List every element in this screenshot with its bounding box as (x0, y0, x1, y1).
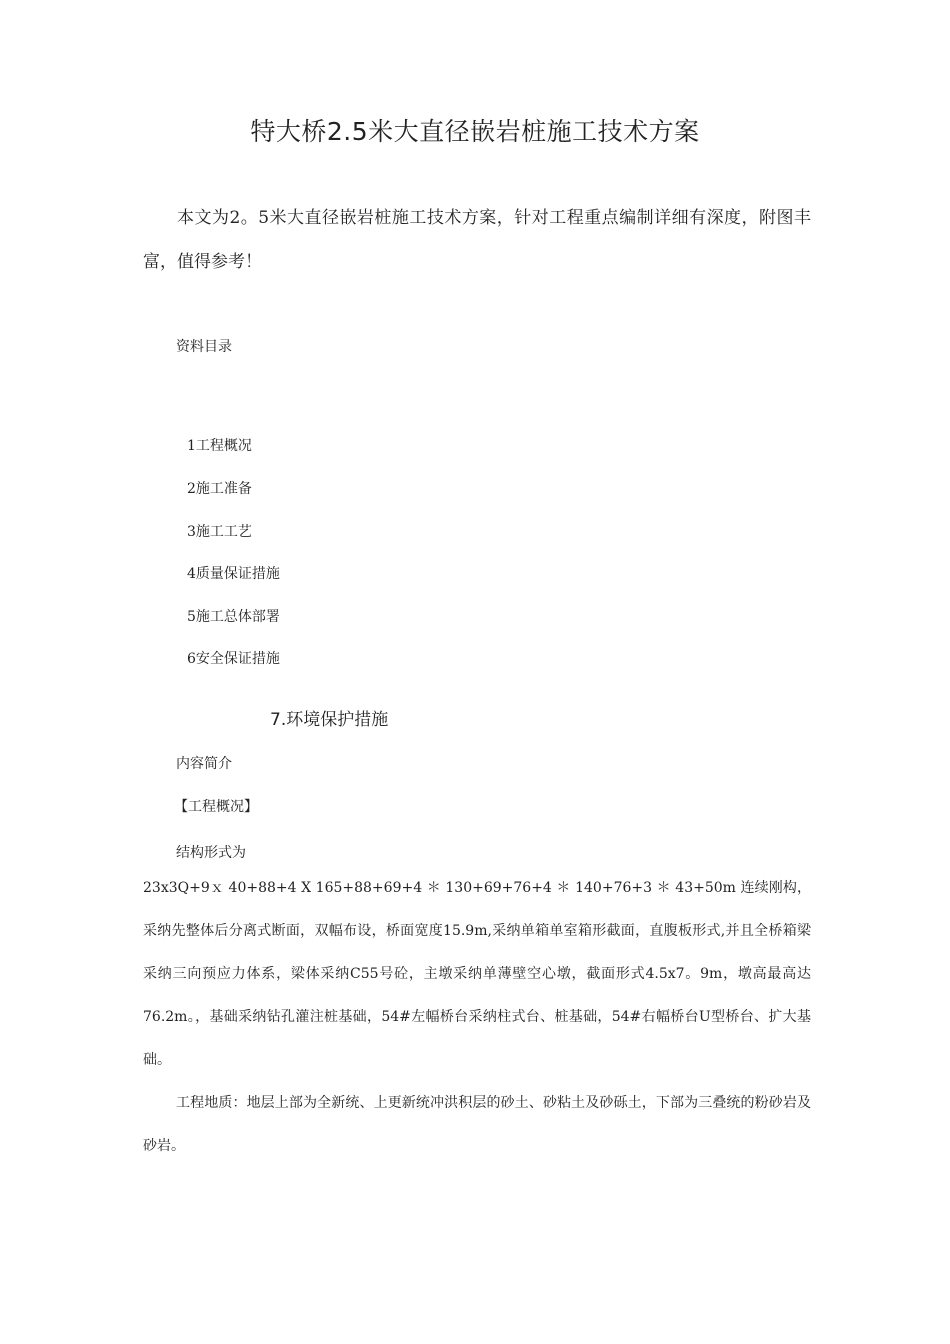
toc-item: 2施工准备 (187, 481, 252, 497)
section-heading: 【工程概况】 (174, 799, 258, 815)
toc-item: 4质量保证措施 (187, 566, 280, 582)
document-title: 特大桥2.5米大直径嵌岩桩施工技术方案 (250, 117, 700, 146)
toc-item: 5施工总体部署 (187, 609, 280, 625)
intro-paragraph: 本文为2。5米大直径嵌岩桩施工技术方案，针对工程重点编制详细有深度，附图丰富，值得参考！ (143, 208, 811, 272)
geology-paragraph: 工程地质：地层上部为全新统、上更新统冲洪积层的砂土、砂粘土及砂砾土，下部为三叠统的粉砂岩及砂岩。 (143, 1095, 811, 1154)
toc-item: 3施工工艺 (187, 524, 252, 540)
structure-label: 结构形式为 (176, 845, 246, 861)
toc-item: 6安全保证措施 (187, 651, 280, 667)
toc-item-7: 7.环境保护措施 (270, 710, 389, 730)
structure-paragraph: 23x3Q+9ｘ 40+88+4 X 165+88+69+4 ＊ 130+69+76+4 ＊ 140+76+3 ＊ 43+50m 连续刚构，采纳先整体后分离式断面，双幅布设，桥面宽度15.9m,采纳单箱单室箱形截面，直腹板形式,并且全桥箱梁采纳三向预应力体系，梁体采纳C55号砼，主墩采纳单薄壁空心墩，截面形式4.5x7。9m，墩高最高达76.2m。，基础采纳钻孔灌注桩基础，54#左幅桥台采纳柱式台、桩基础，54#右幅桥台U型桥台、扩大基础。 (143, 880, 811, 1068)
toc-label: 资料目录 (176, 339, 232, 355)
content-summary-label: 内容简介 (176, 756, 232, 772)
toc-item: 1工程概况 (187, 438, 252, 454)
